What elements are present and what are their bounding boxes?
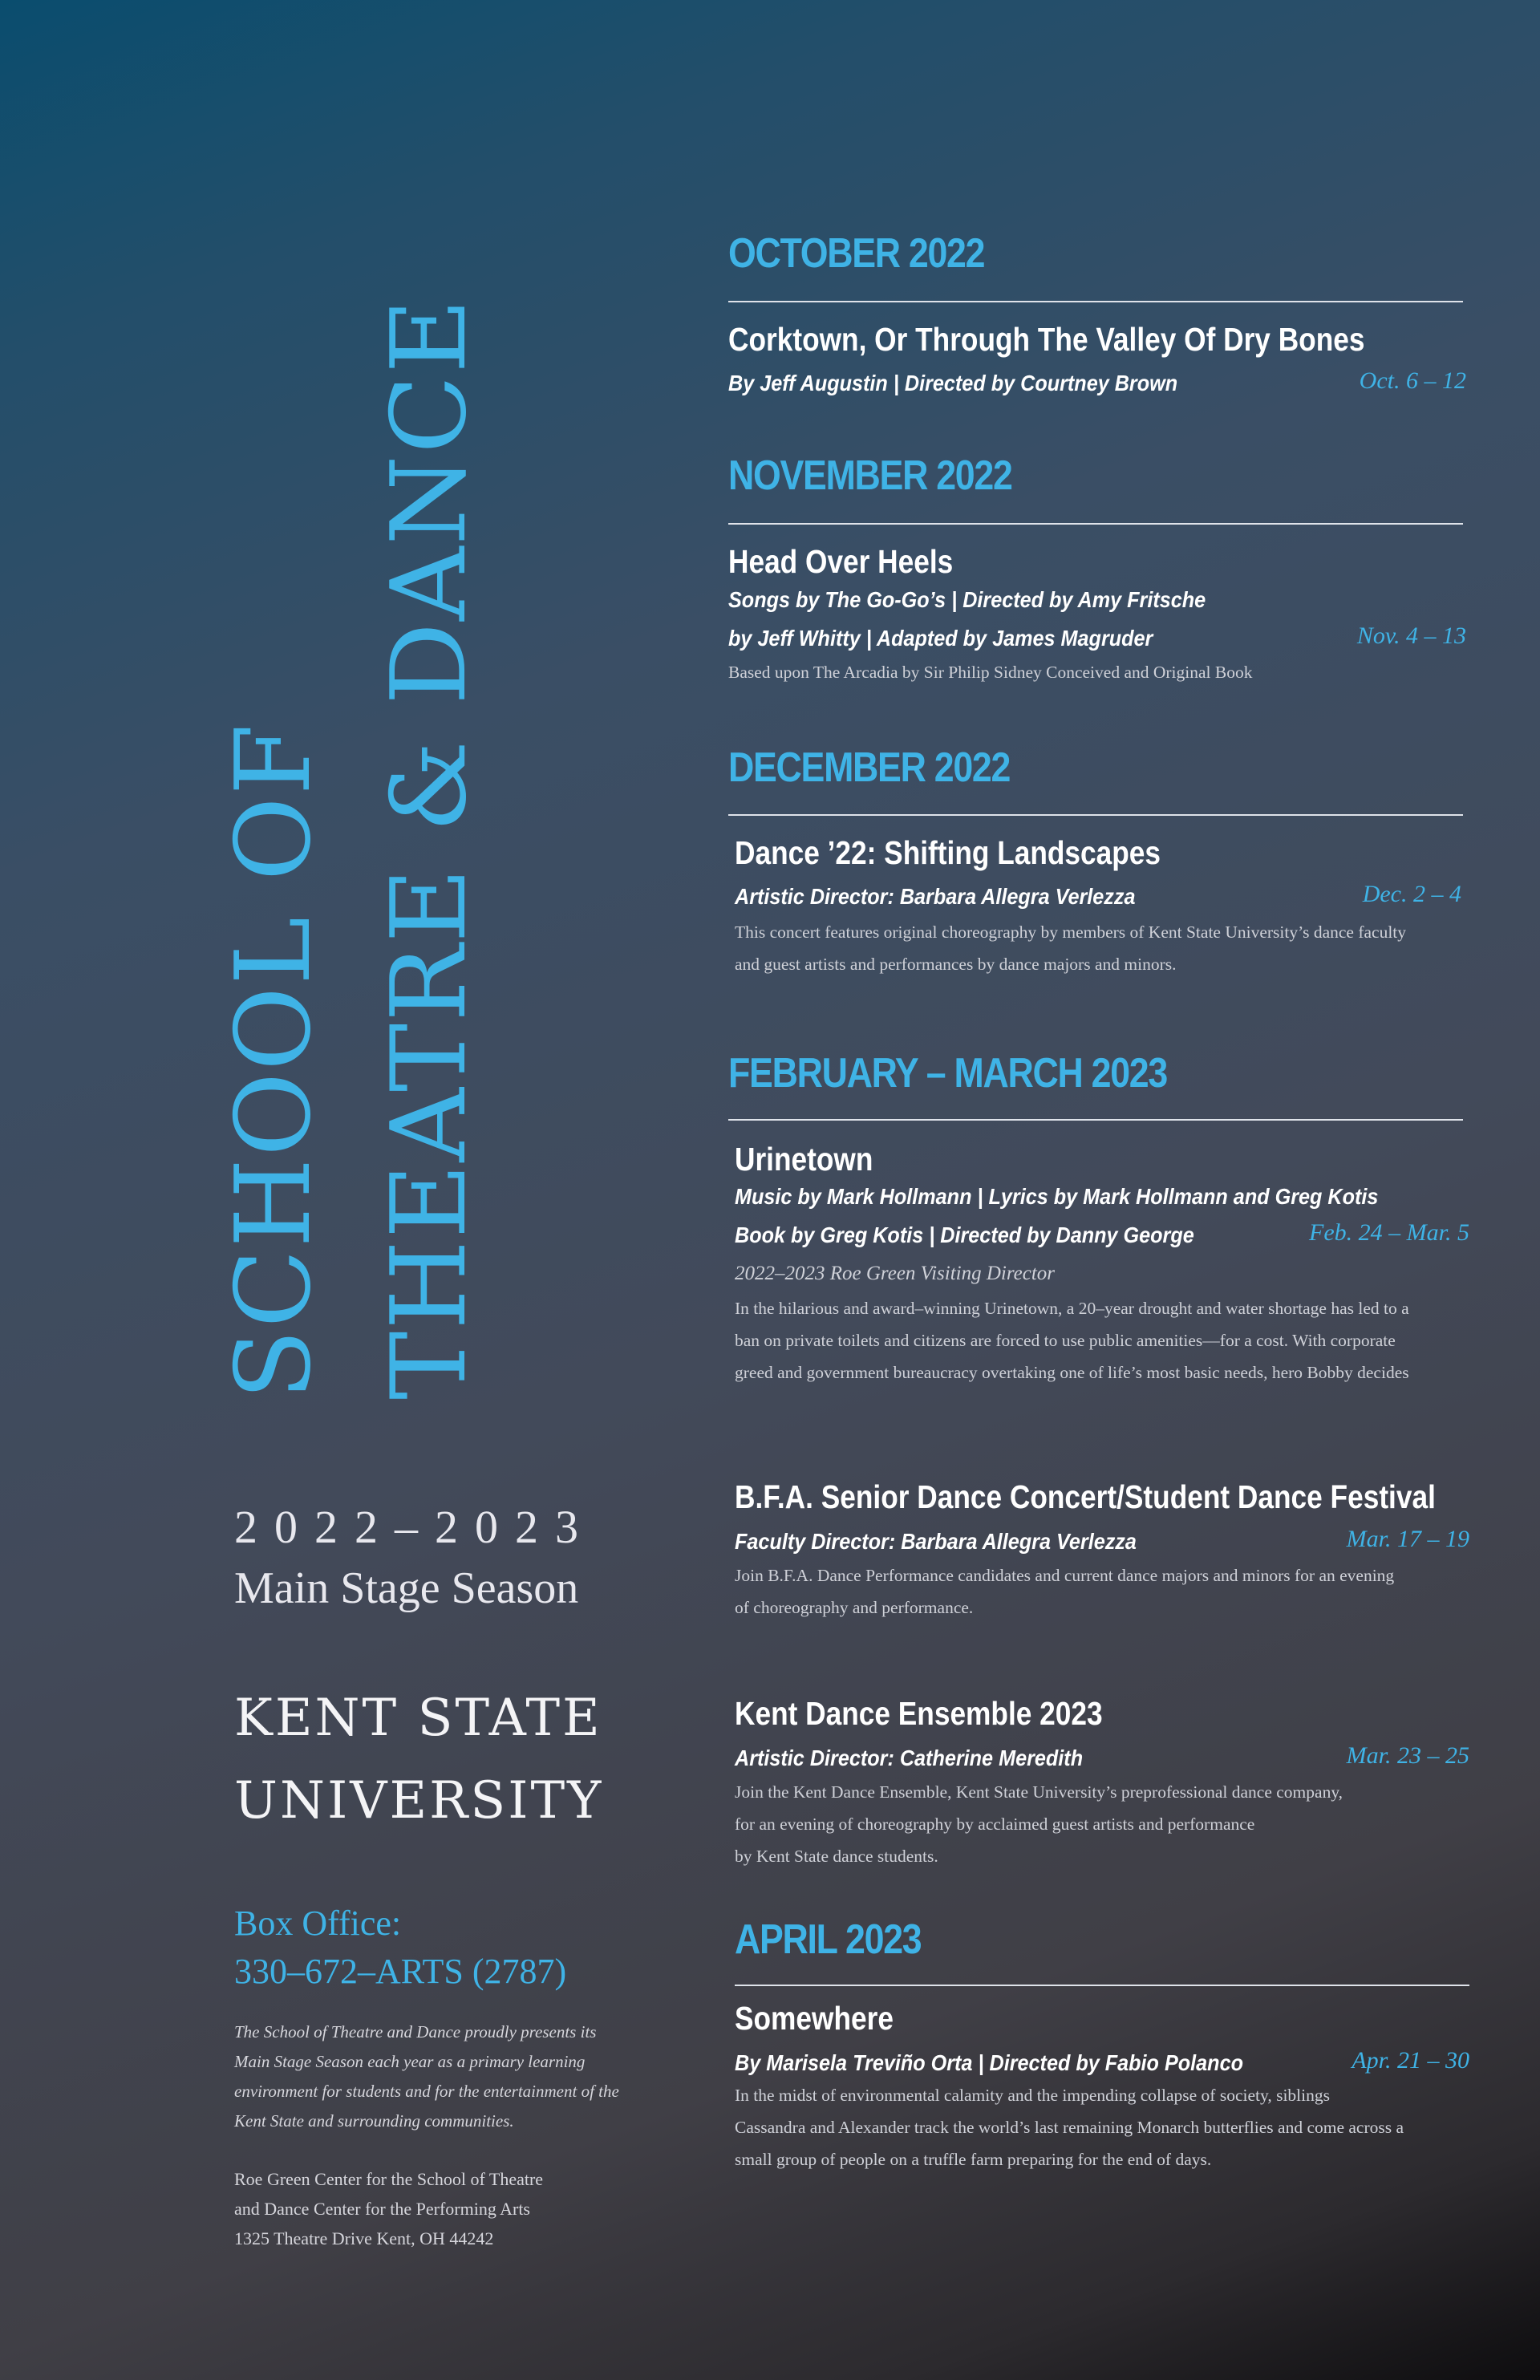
show-description <box>735 2079 1404 2175</box>
month-heading-december: DECEMBER 2022 <box>728 744 1011 791</box>
show-dates: Dec. 2 – 4 <box>1362 881 1461 907</box>
show-credit: Artistic Director: Catherine Meredith <box>735 1745 1084 1770</box>
divider <box>728 523 1463 525</box>
desc-line: of choreography and performance. <box>735 1598 974 1617</box>
title-theatre-dance: THEATRE & DANCE <box>370 297 489 1400</box>
show-dates: Apr. 21 – 30 <box>1352 2047 1469 2074</box>
address-line: and Dance Center for the Performing Arts <box>234 2199 530 2219</box>
divider <box>735 1985 1469 1986</box>
show-note: Based upon The Arcadia by Sir Philip Sidney Conceived and Original Book <box>728 663 1253 682</box>
month-heading-october: OCTOBER 2022 <box>728 230 985 277</box>
show-credit: By Jeff Augustin | Directed by Courtney Brown <box>728 371 1178 395</box>
show-credit: Artistic Director: Barbara Allegra Verlezza <box>735 884 1136 909</box>
divider <box>728 814 1463 816</box>
show-credit: by Jeff Whitty | Adapted by James Magruder <box>728 626 1153 651</box>
address-line: 1325 Theatre Drive Kent, OH 44242 <box>234 2228 494 2248</box>
show-title-head-over-heels: Head Over Heels <box>728 543 954 580</box>
show-credit: Book by Greg Kotis | Directed by Danny George <box>735 1222 1194 1247</box>
season-label: Main Stage Season <box>234 1563 579 1613</box>
show-title-urinetown: Urinetown <box>735 1141 873 1178</box>
desc-line: In the hilarious and award–winning Urinetown, a 20–year drought and water shortage has led to a <box>735 1299 1409 1318</box>
show-credit: Music by Mark Hollmann | Lyrics by Mark Hollmann and Greg Kotis <box>735 1184 1379 1209</box>
desc-line: for an evening of choreography by acclaimed guest artists and performance <box>735 1814 1255 1834</box>
desc-line: small group of people on a truffle farm preparing for the end of days. <box>735 2150 1212 2169</box>
desc-line: ban on private toilets and citizens are forced to use public amenities—for a cost. With corporate <box>735 1331 1396 1350</box>
month-heading-feb-mar: FEBRUARY – MARCH 2023 <box>728 1050 1167 1097</box>
desc-line: greed and government bureaucracy overtaking one of life’s most basic needs, hero Bobby decides <box>735 1363 1409 1382</box>
address <box>234 2164 543 2253</box>
show-dates: Nov. 4 – 13 <box>1356 622 1466 649</box>
desc-line: Join the Kent Dance Ensemble, Kent State University’s preprofessional dance company, <box>735 1782 1343 1802</box>
month-heading-november: NOVEMBER 2022 <box>728 452 1012 499</box>
show-title-somewhere: Somewhere <box>735 2000 894 2037</box>
desc-line: This concert features original choreography by members of Kent State University’s dance faculty <box>735 922 1407 942</box>
university-line1: KENT STATE <box>234 1689 602 1748</box>
show-credit: By Marisela Treviño Orta | Directed by Fabio Polanco <box>735 2050 1243 2075</box>
address-line: Roe Green Center for the School of Theatre <box>234 2169 544 2189</box>
desc-line: by Kent State dance students. <box>735 1847 938 1866</box>
show-description <box>735 1292 1409 1389</box>
university-line2: UNIVERSITY <box>234 1771 604 1831</box>
show-title-dance-22: Dance ’22: Shifting Landscapes <box>735 834 1161 871</box>
desc-line: and guest artists and performances by dance majors and minors. <box>735 955 1177 974</box>
show-title-kent-dance-ensemble: Kent Dance Ensemble 2023 <box>735 1695 1103 1732</box>
desc-line: Cassandra and Alexander track the world’s last remaining Monarch butterflies and come across a <box>735 2118 1404 2137</box>
show-title-bfa: B.F.A. Senior Dance Concert/Student Dance Festival <box>735 1478 1436 1515</box>
show-credit: Songs by The Go-Go’s | Directed by Amy Fritsche <box>728 587 1206 612</box>
box-office-label: Box Office: <box>234 1904 402 1943</box>
divider <box>728 301 1463 302</box>
intro-text: The School of Theatre and Dance proudly presents its Main Stage Season each year as a primary learning environment for students and for the entertainment of the Kent State and surrounding communities. <box>234 2022 619 2131</box>
desc-line: Join B.F.A. Dance Performance candidates and current dance majors and minors for an evening <box>735 1566 1395 1585</box>
month-heading-april: APRIL 2023 <box>735 1916 922 1963</box>
show-description <box>735 1776 1343 1872</box>
visiting-director: 2022–2023 Roe Green Visiting Director <box>735 1263 1056 1284</box>
show-dates: Mar. 23 – 25 <box>1346 1742 1469 1769</box>
show-dates: Oct. 6 – 12 <box>1359 367 1466 394</box>
show-dates: Feb. 24 – Mar. 5 <box>1309 1219 1469 1246</box>
divider <box>728 1119 1463 1121</box>
box-office-phone[interactable]: 330–672–ARTS (2787) <box>234 1952 567 1991</box>
show-credit: Faculty Director: Barbara Allegra Verlezza <box>735 1529 1137 1554</box>
season-years: 2022–2023 <box>234 1501 595 1553</box>
show-description <box>735 916 1406 980</box>
show-description <box>735 1559 1394 1624</box>
show-dates: Mar. 17 – 19 <box>1346 1526 1469 1552</box>
title-school-of: SCHOOL OF <box>214 722 334 1400</box>
show-title-corktown: Corktown, Or Through The Valley Of Dry Bones <box>728 321 1365 358</box>
desc-line: In the midst of environmental calamity and the impending collapse of society, siblings <box>735 2086 1330 2105</box>
